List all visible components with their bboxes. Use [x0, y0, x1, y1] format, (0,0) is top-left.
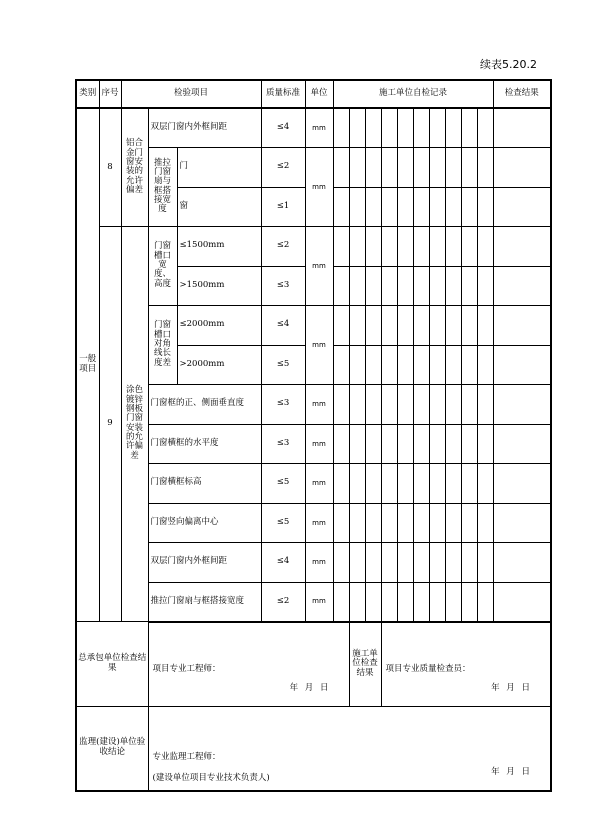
check-cell[interactable] — [365, 385, 381, 425]
check-cell[interactable] — [381, 543, 397, 583]
check-cell[interactable] — [461, 306, 477, 346]
check-cell[interactable] — [429, 187, 445, 227]
check-cell[interactable] — [365, 424, 381, 464]
item-cell: 门 — [177, 148, 261, 188]
standard-cell: ≤2 — [261, 582, 305, 622]
check-cell[interactable] — [349, 148, 365, 188]
table-code: 续表5.20.2 — [480, 58, 537, 71]
check-cell[interactable] — [381, 503, 397, 543]
item-cell: 门窗框的正、侧面垂直度 — [148, 385, 261, 425]
unit-cell: mm — [305, 227, 333, 306]
item-cell: 门窗横框的水平度 — [148, 424, 261, 464]
check-cell[interactable] — [413, 266, 429, 306]
check-cell[interactable] — [365, 345, 381, 385]
check-cell[interactable] — [461, 464, 477, 504]
check-cell[interactable] — [365, 227, 381, 267]
check-cell[interactable] — [333, 543, 349, 583]
result-cell[interactable] — [493, 187, 551, 227]
check-cell[interactable] — [413, 108, 429, 148]
check-cell[interactable] — [477, 187, 493, 227]
category-cell: 一般项目 — [76, 108, 99, 622]
check-cell[interactable] — [461, 582, 477, 622]
standard-cell: ≤3 — [261, 266, 305, 306]
check-cell[interactable] — [461, 266, 477, 306]
check-cell[interactable] — [445, 464, 461, 504]
standard-cell: ≤4 — [261, 108, 305, 148]
check-cell[interactable] — [397, 385, 413, 425]
standard-cell: ≤1 — [261, 187, 305, 227]
check-cell[interactable] — [429, 227, 445, 267]
check-cell[interactable] — [413, 582, 429, 622]
check-cell[interactable] — [477, 108, 493, 148]
check-cell[interactable] — [445, 306, 461, 346]
result-cell[interactable] — [493, 345, 551, 385]
check-cell[interactable] — [429, 385, 445, 425]
check-cell[interactable] — [429, 148, 445, 188]
inspection-table — [75, 79, 552, 792]
contractor-sign-area — [148, 622, 349, 707]
check-cell[interactable] — [381, 306, 397, 346]
check-cell[interactable] — [365, 187, 381, 227]
col-standard: 质量标准 — [261, 80, 305, 108]
check-cell[interactable] — [349, 108, 365, 148]
check-cell[interactable] — [397, 227, 413, 267]
check-cell[interactable] — [333, 108, 349, 148]
standard-cell: ≤4 — [261, 543, 305, 583]
check-cell[interactable] — [349, 306, 365, 346]
result-cell[interactable] — [493, 424, 551, 464]
unit-cell: mm — [305, 306, 333, 385]
check-cell[interactable] — [397, 187, 413, 227]
item-cell: 窗 — [177, 187, 261, 227]
check-cell[interactable] — [349, 187, 365, 227]
result-cell[interactable] — [493, 108, 551, 148]
check-cell[interactable] — [429, 108, 445, 148]
result-cell[interactable] — [493, 543, 551, 583]
check-cell[interactable] — [397, 582, 413, 622]
check-cell[interactable] — [477, 543, 493, 583]
supervisor-sign-label: 专业监理工程师： — [152, 752, 221, 762]
col-self-check: 施工单位自检记录 — [333, 80, 493, 108]
item-cell: >2000mm — [177, 345, 261, 385]
standard-cell: ≤5 — [261, 345, 305, 385]
check-cell[interactable] — [381, 108, 397, 148]
check-cell[interactable] — [445, 148, 461, 188]
contractor-sign-label: 项目专业工程师： — [152, 663, 221, 674]
item-cell: 双层门窗内外框间距 — [148, 543, 261, 583]
builder-sign-area — [381, 622, 551, 707]
check-cell[interactable] — [477, 266, 493, 306]
check-cell[interactable] — [349, 345, 365, 385]
check-cell[interactable] — [477, 424, 493, 464]
check-cell[interactable] — [381, 385, 397, 425]
unit-cell: mm — [305, 385, 333, 425]
check-cell[interactable] — [477, 582, 493, 622]
check-cell[interactable] — [477, 385, 493, 425]
check-cell[interactable] — [429, 464, 445, 504]
check-cell[interactable] — [397, 345, 413, 385]
builder-date: 年 月 日 — [491, 683, 532, 694]
check-cell[interactable] — [349, 464, 365, 504]
check-cell[interactable] — [397, 543, 413, 583]
check-cell[interactable] — [477, 345, 493, 385]
check-cell[interactable] — [445, 582, 461, 622]
builder-title: 施工单位检查结果 — [349, 622, 381, 707]
check-cell[interactable] — [445, 187, 461, 227]
check-cell[interactable] — [397, 306, 413, 346]
standard-cell: ≤5 — [261, 464, 305, 504]
check-cell[interactable] — [397, 108, 413, 148]
check-cell[interactable] — [461, 108, 477, 148]
check-cell[interactable] — [477, 503, 493, 543]
check-cell[interactable] — [413, 464, 429, 504]
header-row — [76, 80, 551, 108]
check-cell[interactable] — [397, 464, 413, 504]
check-cell[interactable] — [381, 464, 397, 504]
check-cell[interactable] — [365, 266, 381, 306]
standard-cell: ≤3 — [261, 424, 305, 464]
check-cell[interactable] — [413, 385, 429, 425]
check-cell[interactable] — [445, 227, 461, 267]
check-cell[interactable] — [461, 424, 477, 464]
check-cell[interactable] — [349, 582, 365, 622]
check-cell[interactable] — [429, 345, 445, 385]
check-cell[interactable] — [445, 108, 461, 148]
check-cell[interactable] — [461, 543, 477, 583]
standard-cell: ≤2 — [261, 148, 305, 188]
sub-item-label: 门窗槽口宽度、高度 — [148, 227, 177, 306]
supervisor-sign-area — [148, 707, 551, 791]
unit-cell: mm — [305, 424, 333, 464]
check-cell[interactable] — [349, 424, 365, 464]
check-cell[interactable] — [381, 345, 397, 385]
result-cell[interactable] — [493, 306, 551, 346]
check-cell[interactable] — [397, 266, 413, 306]
item-cell: 门窗竖向偏离中心 — [148, 503, 261, 543]
check-cell[interactable] — [365, 582, 381, 622]
check-cell[interactable] — [445, 503, 461, 543]
result-cell[interactable] — [493, 266, 551, 306]
check-cell[interactable] — [461, 227, 477, 267]
check-cell[interactable] — [381, 148, 397, 188]
unit-cell: mm — [305, 108, 333, 148]
check-cell[interactable] — [349, 227, 365, 267]
check-cell[interactable] — [413, 424, 429, 464]
check-cell[interactable] — [349, 503, 365, 543]
check-cell[interactable] — [413, 227, 429, 267]
check-cell[interactable] — [477, 227, 493, 267]
group-label: 涂色镀锌钢板门窗安装的允许偏差 — [121, 227, 148, 622]
check-cell[interactable] — [365, 503, 381, 543]
check-cell[interactable] — [445, 345, 461, 385]
check-cell[interactable] — [365, 543, 381, 583]
check-cell[interactable] — [477, 306, 493, 346]
check-cell[interactable] — [413, 543, 429, 583]
supervisor-title: 监理(建设)单位验收结论 — [76, 707, 148, 791]
check-cell[interactable] — [365, 306, 381, 346]
check-cell[interactable] — [349, 266, 365, 306]
check-cell[interactable] — [461, 148, 477, 188]
builder-sign-label: 项目专业质量检查员： — [385, 663, 471, 674]
check-cell[interactable] — [333, 227, 349, 267]
check-cell[interactable] — [365, 148, 381, 188]
check-cell[interactable] — [397, 503, 413, 543]
check-cell[interactable] — [413, 306, 429, 346]
result-cell[interactable] — [493, 227, 551, 267]
check-cell[interactable] — [429, 503, 445, 543]
check-cell[interactable] — [445, 543, 461, 583]
col-seq: 序号 — [99, 80, 121, 108]
item-cell: >1500mm — [177, 266, 261, 306]
standard-cell: ≤3 — [261, 385, 305, 425]
check-cell[interactable] — [413, 187, 429, 227]
item-cell: ≤2000mm — [177, 306, 261, 346]
standard-cell: ≤2 — [261, 227, 305, 267]
result-cell[interactable] — [493, 385, 551, 425]
result-cell[interactable] — [493, 464, 551, 504]
check-cell[interactable] — [461, 345, 477, 385]
check-cell[interactable] — [397, 148, 413, 188]
check-cell[interactable] — [333, 345, 349, 385]
item-cell: 门窗横框标高 — [148, 464, 261, 504]
check-cell[interactable] — [429, 543, 445, 583]
standard-cell: ≤5 — [261, 503, 305, 543]
check-cell[interactable] — [333, 148, 349, 188]
col-result: 检查结果 — [493, 80, 551, 108]
check-cell[interactable] — [477, 148, 493, 188]
check-cell[interactable] — [333, 306, 349, 346]
check-cell[interactable] — [333, 187, 349, 227]
unit-cell: mm — [305, 503, 333, 543]
check-cell[interactable] — [381, 424, 397, 464]
seq-cell: 9 — [99, 227, 121, 622]
check-cell[interactable] — [333, 385, 349, 425]
check-cell[interactable] — [381, 266, 397, 306]
result-cell[interactable] — [493, 148, 551, 188]
check-cell[interactable] — [333, 503, 349, 543]
col-item: 检验项目 — [121, 80, 261, 108]
check-cell[interactable] — [333, 266, 349, 306]
check-cell[interactable] — [461, 187, 477, 227]
check-cell[interactable] — [429, 424, 445, 464]
check-cell[interactable] — [477, 464, 493, 504]
sub-item-label: 门窗槽口对角线长度差 — [148, 306, 177, 385]
check-cell[interactable] — [333, 464, 349, 504]
col-unit: 单位 — [305, 80, 333, 108]
check-cell[interactable] — [429, 582, 445, 622]
unit-cell: mm — [305, 464, 333, 504]
item-cell: ≤1500mm — [177, 227, 261, 267]
unit-cell: mm — [305, 543, 333, 583]
check-cell[interactable] — [413, 345, 429, 385]
supervisor-date: 年 月 日 — [491, 766, 532, 777]
check-cell[interactable] — [381, 227, 397, 267]
check-cell[interactable] — [365, 108, 381, 148]
check-cell[interactable] — [349, 543, 365, 583]
sub-item-label: 推拉门窗扇与框搭接宽度 — [148, 148, 177, 227]
item-cell: 推拉门窗扇与框搭接宽度 — [148, 582, 261, 622]
check-cell[interactable] — [429, 306, 445, 346]
contractor-date: 年 月 日 — [289, 683, 331, 694]
check-cell[interactable] — [349, 385, 365, 425]
supervisor-sign-label-2: (建设单位项目专业技术负责人) — [152, 773, 270, 783]
check-cell[interactable] — [381, 187, 397, 227]
result-cell[interactable] — [493, 582, 551, 622]
check-cell[interactable] — [445, 424, 461, 464]
check-cell[interactable] — [413, 148, 429, 188]
unit-cell: mm — [305, 582, 333, 622]
check-cell[interactable] — [413, 503, 429, 543]
col-category: 类别 — [76, 80, 99, 108]
check-cell[interactable] — [461, 385, 477, 425]
contractor-title: 总承包单位检查结果 — [76, 622, 148, 707]
check-cell[interactable] — [445, 385, 461, 425]
seq-cell: 8 — [99, 108, 121, 227]
group-label: 铝合金门窗安装的允许偏差 — [121, 108, 148, 227]
check-cell[interactable] — [445, 266, 461, 306]
result-cell[interactable] — [493, 503, 551, 543]
check-cell[interactable] — [397, 424, 413, 464]
unit-cell: mm — [305, 148, 333, 227]
check-cell[interactable] — [461, 503, 477, 543]
check-cell[interactable] — [429, 266, 445, 306]
check-cell[interactable] — [333, 424, 349, 464]
item-cell: 双层门窗内外框间距 — [148, 108, 261, 148]
check-cell[interactable] — [333, 582, 349, 622]
check-cell[interactable] — [365, 464, 381, 504]
check-cell[interactable] — [381, 582, 397, 622]
standard-cell: ≤4 — [261, 306, 305, 346]
